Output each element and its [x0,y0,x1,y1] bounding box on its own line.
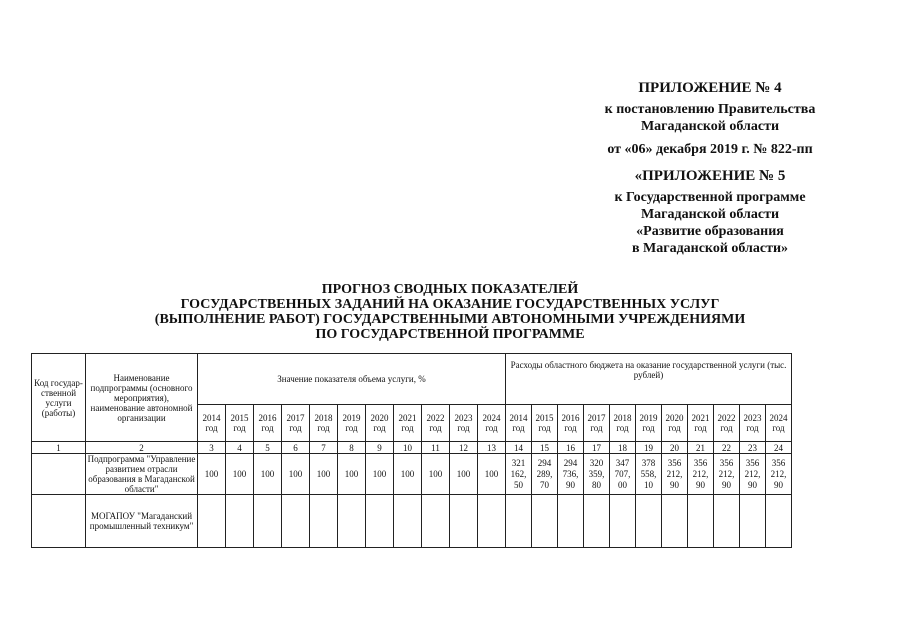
pct-year-header: 2014 год [198,405,226,442]
column-number: 1 [32,442,86,454]
budget-expense-cell [714,495,740,548]
column-number: 24 [766,442,792,454]
volume-percent-cell [310,495,338,548]
table-row [32,454,792,495]
budget-expense-cell [740,495,766,548]
column-number: 23 [740,442,766,454]
pct-year-header: 2023 год [450,405,478,442]
exp-year-header: 2022 год [714,405,740,442]
column-number: 20 [662,442,688,454]
column-number: 4 [226,442,254,454]
appendix-5-line-4: в Магаданской области» [631,241,789,256]
budget-expense-cell [662,495,688,548]
column-number: 11 [422,442,450,454]
column-number: 9 [366,442,394,454]
budget-expense-cell: 347 707, 00 [610,454,636,495]
appendix-4-line-2: Магаданской области [640,119,780,134]
appendix-5-header [560,168,860,257]
header-row-1 [32,354,792,405]
appendix-4-line-1: к постановлению Правительства [604,102,816,117]
budget-expense-cell: 356 212, 90 [714,454,740,495]
pct-year-header: 2020 год [366,405,394,442]
budget-expense-cell [636,495,662,548]
forecast-table [31,353,792,548]
budget-expense-cell: 356 212, 90 [662,454,688,495]
table-row [32,495,792,548]
volume-percent-cell: 100 [226,454,254,495]
pct-year-header: 2015 год [226,405,254,442]
header-volume-indicator: Значение показателя объема услуги, % [198,354,506,405]
budget-expense-cell [584,495,610,548]
budget-expense-cell: 356 212, 90 [766,454,792,495]
volume-percent-cell: 100 [198,454,226,495]
exp-year-header: 2020 год [662,405,688,442]
budget-expense-cell: 356 212, 90 [688,454,714,495]
subprogram-name-cell: Подпрограмма "Управление развитием отрасли образования в Магаданской области" [86,454,198,495]
volume-percent-cell [422,495,450,548]
exp-year-header: 2014 год [506,405,532,442]
title-line-1: ПРОГНОЗ СВОДНЫХ ПОКАЗАТЕЛЕЙ [321,282,579,297]
budget-expense-cell [506,495,532,548]
column-number: 7 [310,442,338,454]
volume-percent-cell: 100 [338,454,366,495]
pct-year-header: 2024 год [478,405,506,442]
column-number: 14 [506,442,532,454]
column-number: 6 [282,442,310,454]
budget-expense-cell [610,495,636,548]
appendix-4-header [560,80,860,158]
pct-year-header: 2019 год [338,405,366,442]
budget-expense-cell: 320 359, 80 [584,454,610,495]
column-number: 5 [254,442,282,454]
column-number: 19 [636,442,662,454]
volume-percent-cell [366,495,394,548]
appendix-5-title: «ПРИЛОЖЕНИЕ № 5 [634,168,786,184]
header-subprogram-name: Наименование подпрограммы (основного мероприятия), наименование автономной организации [86,354,198,442]
budget-expense-cell: 378 558, 10 [636,454,662,495]
budget-expense-cell: 294 289, 70 [532,454,558,495]
exp-year-header: 2016 год [558,405,584,442]
pct-year-header: 2016 год [254,405,282,442]
column-number: 8 [338,442,366,454]
volume-percent-cell [282,495,310,548]
budget-expense-cell: 294 736, 90 [558,454,584,495]
volume-percent-cell [254,495,282,548]
column-number: 10 [394,442,422,454]
title-line-2: ГОСУДАРСТВЕННЫХ ЗАДАНИЙ НА ОКАЗАНИЕ ГОСУДАРСТВЕННЫХ УСЛУГ [180,297,720,312]
volume-percent-cell: 100 [282,454,310,495]
pct-year-header: 2022 год [422,405,450,442]
budget-expense-cell: 321 162, 50 [506,454,532,495]
volume-percent-cell: 100 [394,454,422,495]
document-title [100,282,800,342]
title-line-3: (ВЫПОЛНЕНИЕ РАБОТ) ГОСУДАРСТВЕННЫМИ АВТОНОМНЫМИ УЧРЕЖДЕНИЯМИ [154,312,746,327]
appendix-4-line-3: от «06» декабря 2019 г. № 822-пп [607,142,813,157]
column-number: 22 [714,442,740,454]
column-number: 21 [688,442,714,454]
column-number: 2 [86,442,198,454]
column-number: 3 [198,442,226,454]
budget-expense-cell [532,495,558,548]
exp-year-header: 2015 год [532,405,558,442]
budget-expense-cell [766,495,792,548]
volume-percent-cell: 100 [478,454,506,495]
volume-percent-cell: 100 [254,454,282,495]
appendix-5-line-3: «Развитие образования [636,224,784,239]
title-line-4: ПО ГОСУДАРСТВЕННОЙ ПРОГРАММЕ [315,327,585,342]
volume-percent-cell [394,495,422,548]
volume-percent-cell: 100 [450,454,478,495]
volume-percent-cell: 100 [310,454,338,495]
volume-percent-cell [338,495,366,548]
exp-year-header: 2018 год [610,405,636,442]
column-number: 18 [610,442,636,454]
service-code-cell [32,454,86,495]
appendix-5-line-2: Магаданской области [640,207,780,222]
exp-year-header: 2017 год [584,405,610,442]
appendix-5-line-1: к Государственной программе [614,190,806,205]
volume-percent-cell: 100 [366,454,394,495]
subprogram-name-cell: МОГАПОУ "Магаданский промышленный техникум" [86,495,198,548]
pct-year-header: 2017 год [282,405,310,442]
volume-percent-cell [226,495,254,548]
column-numbers-row [32,442,792,454]
exp-year-header: 2019 год [636,405,662,442]
header-budget-expenses: Расходы областного бюджета на оказание государственной услуги (тыс. рублей) [506,354,792,405]
column-number: 12 [450,442,478,454]
exp-year-header: 2023 год [740,405,766,442]
pct-year-header: 2021 год [394,405,422,442]
service-code-cell [32,495,86,548]
volume-percent-cell: 100 [422,454,450,495]
budget-expense-cell [558,495,584,548]
column-number: 17 [584,442,610,454]
header-service-code: Код государ-ственной услуги (работы) [32,354,86,442]
budget-expense-cell [688,495,714,548]
volume-percent-cell [198,495,226,548]
column-number: 13 [478,442,506,454]
exp-year-header: 2024 год [766,405,792,442]
volume-percent-cell [478,495,506,548]
column-number: 16 [558,442,584,454]
column-number: 15 [532,442,558,454]
pct-year-header: 2018 год [310,405,338,442]
budget-expense-cell: 356 212, 90 [740,454,766,495]
volume-percent-cell [450,495,478,548]
appendix-4-title: ПРИЛОЖЕНИЕ № 4 [638,80,782,96]
exp-year-header: 2021 год [688,405,714,442]
